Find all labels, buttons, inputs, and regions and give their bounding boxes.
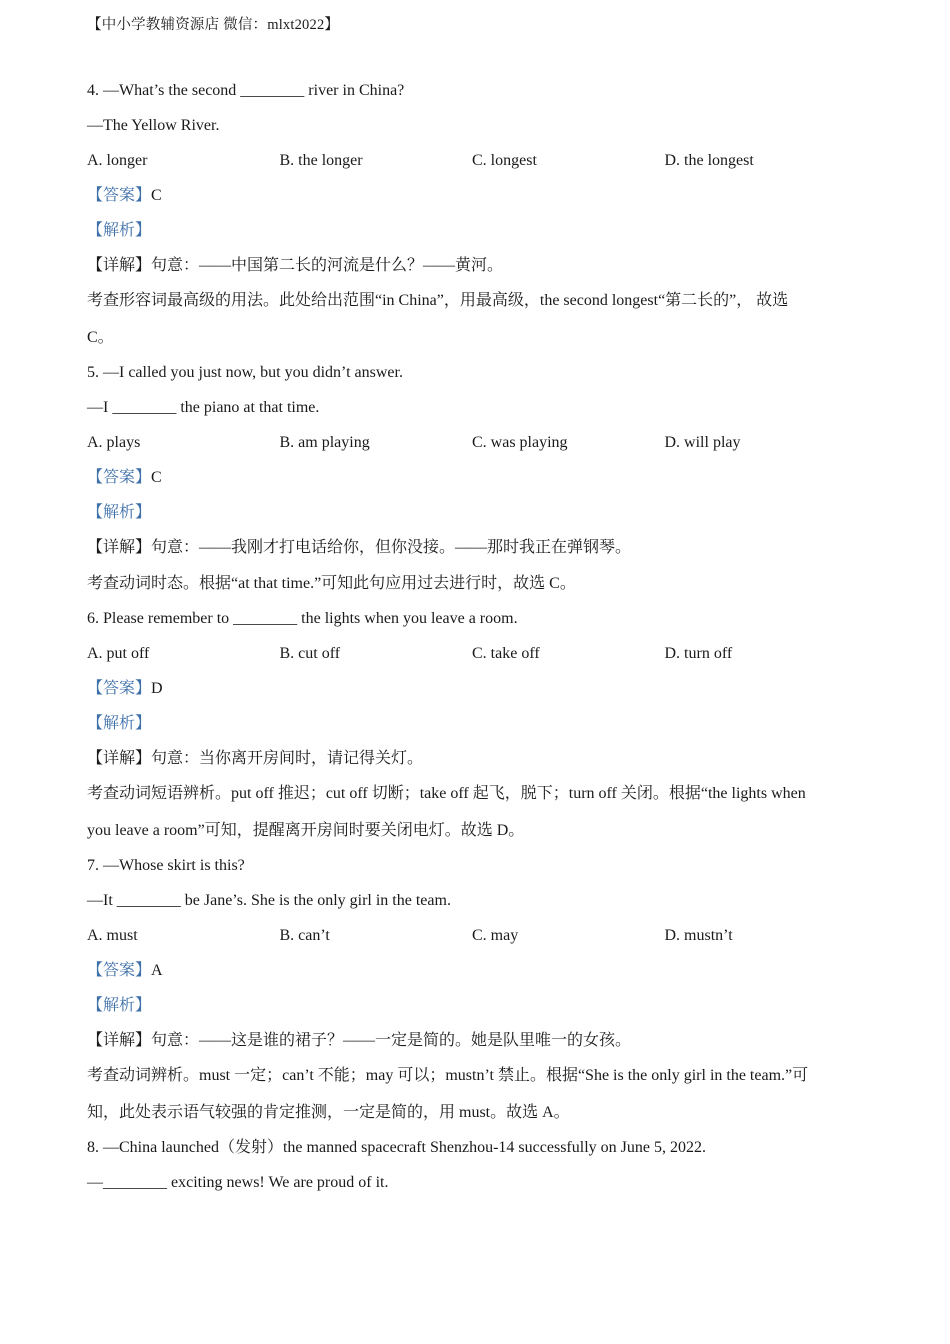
detail-tag: 【详解】 — [87, 1032, 152, 1049]
question-7 — [87, 852, 857, 1134]
option-a: A. put off — [87, 645, 150, 662]
question-stem: 6. Please remember to ________ the lights when you leave a room. — [87, 610, 518, 627]
question-8 — [87, 1134, 857, 1204]
answer-line — [87, 182, 857, 217]
question-6 — [87, 605, 857, 852]
answer-value: C — [151, 187, 162, 204]
question-stem: —I ________ the piano at that time. — [87, 399, 320, 416]
question-list — [87, 77, 857, 1204]
detail-text: 句意：当你离开房间时，请记得关灯。 — [151, 750, 424, 767]
question-stem: 8. —China launched（发射）the manned spacecraft Shenzhou-14 successfully on June 5, 2022. — [87, 1139, 706, 1156]
answer-line — [87, 675, 857, 710]
options-row — [87, 640, 857, 675]
option-c: C. longest — [472, 152, 537, 169]
question-stem: —________ exciting news! We are proud of it. — [87, 1174, 389, 1191]
explanation-line: C。 — [87, 329, 114, 346]
question-stem: 5. —I called you just now, but you didn’t answer. — [87, 364, 403, 381]
analysis-tag: 【解析】 — [87, 715, 152, 732]
detail-line — [87, 745, 857, 780]
option-d: D. will play — [664, 434, 741, 451]
question-stem: —It ________ be Jane’s. She is the only girl in the team. — [87, 892, 451, 909]
explanation-line: 考查动词辨析。must 一定；can’t 不能；may 可以；mustn’t 禁止。根据“She is the only girl in the team.”可 — [87, 1067, 809, 1084]
option-b: B. cut off — [279, 645, 341, 662]
explanation-line: 考查形容词最高级的用法。此处给出范围“in China”，用最高级，the second longest“第二长的”， 故选 — [87, 292, 789, 309]
option-b: B. the longer — [279, 152, 363, 169]
option-d: D. the longest — [664, 152, 754, 169]
option-c: C. may — [472, 927, 519, 944]
detail-text: 句意：——我刚才打电话给你，但你没接。——那时我正在弹钢琴。 — [151, 539, 632, 556]
detail-text: 句意：——这是谁的裙子？——一定是简的。她是队里唯一的女孩。 — [151, 1032, 632, 1049]
detail-tag: 【详解】 — [87, 257, 152, 274]
options-row — [87, 429, 857, 464]
answer-value: A — [151, 962, 163, 979]
option-b: B. am playing — [279, 434, 370, 451]
detail-line — [87, 1027, 857, 1062]
option-a: A. longer — [87, 152, 148, 169]
options-row — [87, 147, 857, 182]
options-row — [87, 922, 857, 957]
detail-text: 句意：——中国第二长的河流是什么？——黄河。 — [151, 257, 504, 274]
answer-line — [87, 464, 857, 499]
option-a: A. plays — [87, 434, 141, 451]
answer-line — [87, 957, 857, 992]
explanation-line: 考查动词时态。根据“at that time.”可知此句应用过去进行时，故选 C。 — [87, 575, 576, 592]
answer-value: C — [151, 469, 162, 486]
option-d: D. mustn’t — [664, 927, 733, 944]
question-5 — [87, 359, 857, 605]
option-c: C. was playing — [472, 434, 568, 451]
explanation-line: you leave a room”可知，提醒离开房间时要关闭电灯。故选 D。 — [87, 822, 525, 839]
option-b: B. can’t — [279, 927, 330, 944]
detail-tag: 【详解】 — [87, 539, 152, 556]
answer-tag: 【答案】 — [87, 962, 152, 979]
analysis-tag: 【解析】 — [87, 222, 152, 239]
analysis-tag: 【解析】 — [87, 997, 152, 1014]
analysis-tag: 【解析】 — [87, 504, 152, 521]
answer-tag: 【答案】 — [87, 680, 152, 697]
question-stem: 4. —What’s the second ________ river in China? — [87, 82, 405, 99]
detail-line — [87, 252, 857, 287]
detail-line — [87, 534, 857, 570]
page-header: 【中小学教辅资源店 微信：mlxt2022】 — [87, 17, 340, 33]
option-c: C. take off — [472, 645, 540, 662]
question-stem: 7. —Whose skirt is this? — [87, 857, 245, 874]
explanation-line: 考查动词短语辨析。put off 推迟；cut off 切断；take off 起飞，脱下；turn off 关闭。根据“the lights when — [87, 785, 806, 802]
option-a: A. must — [87, 927, 138, 944]
answer-value: D — [151, 680, 163, 697]
option-d: D. turn off — [664, 645, 733, 662]
explanation-line: 知，此处表示语气较强的肯定推测，一定是简的，用 must。故选 A。 — [87, 1104, 570, 1121]
detail-tag: 【详解】 — [87, 750, 152, 767]
answer-tag: 【答案】 — [87, 469, 152, 486]
question-4 — [87, 77, 857, 359]
question-stem: —The Yellow River. — [87, 117, 220, 134]
answer-tag: 【答案】 — [87, 187, 152, 204]
